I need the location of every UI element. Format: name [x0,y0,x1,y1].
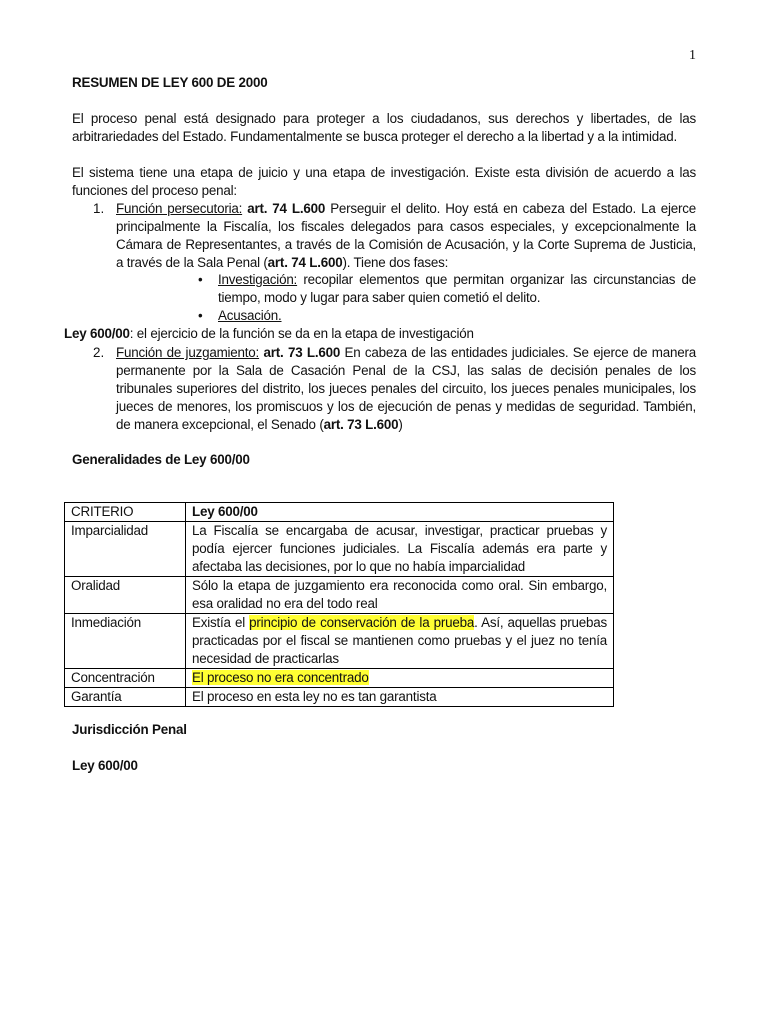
list-item-funcion-persecutoria [116,200,696,272]
table-cell-value [186,669,614,688]
table-row [65,522,614,577]
phase-text: recopilar elementos que permitan organizar las circunstancias de tiempo, modo y lugar para saber quien cometió el delito. [218,272,696,305]
phase-label: Acusación. [218,308,282,323]
table-cell-value [186,688,614,707]
item-text-end: ) [398,417,403,432]
cell-text: . Así, aquellas pruebas practicadas por el fiscal se mantienen como pruebas y el juez no tenía necesidad de practicarlas [192,615,607,666]
table-row [65,688,614,707]
paragraph-intro: El proceso penal está designado para proteger a los ciudadanos, sus derechos y libertades, de las arbitrariedades del Estado. Fundamentalmente se busca proteger el derecho a la libertad y a la intimidad. [72,111,696,144]
list-item-funcion-juzgamiento [116,344,696,434]
table-cell-criterio: Oralidad [65,577,186,614]
item-text: En cabeza de las entidades judiciales. Se ejerce de manera permanente por la Sala de Casación Penal de la CSJ, las salas de decisión penales de los tribunales superiores del distrito, los jueces penales del circuito, los jueces penales municipales, los jueces de menores, los promiscuos y los de ejecución de penas y medidas de seguridad. También, de manera excepcional, el Senado ( [116,345,696,432]
heading-ley: Ley 600/00 [72,758,138,773]
table-cell-criterio: Inmediación [65,614,186,669]
article-ref: art. 73 L.600 [323,417,399,432]
item-label: Función de juzgamiento: [116,345,260,360]
phase-acusacion [218,307,696,325]
phase-investigacion [218,271,696,307]
table-row [65,614,614,669]
paragraph-system: El sistema tiene una etapa de juicio y una etapa de investigación. Existe esta división de acuerdo a las funciones del proceso penal: [72,165,696,198]
table-header-ley: Ley 600/00 [186,503,614,522]
heading-jurisdiccion: Jurisdicción Penal [72,722,187,737]
list-number-2: 2. [93,345,105,360]
article-ref: art. 73 L.600 [263,345,341,360]
highlighted-text: principio de conservación de la prueba [249,615,475,630]
page-number: 1 [689,48,696,63]
table-header-criterio: CRITERIO [65,503,186,522]
table-header-row [65,503,614,522]
ley-note-text: : el ejercicio de la función se da en la etapa de investigación [129,326,474,341]
cell-text: Existía el [192,615,250,630]
comparison-table [64,502,614,707]
table-cell-value [186,577,614,614]
table-row [65,577,614,614]
cell-text: El proceso en esta ley no es tan garantista [192,689,437,704]
table-row [65,669,614,688]
list-number-1: 1. [93,201,105,216]
bullet-icon: • [198,308,203,323]
ley-note [64,325,688,343]
bullet-icon: • [198,272,203,287]
phase-label: Investigación: [218,272,298,287]
item-label: Función persecutoria: [116,201,243,216]
table-cell-criterio: Concentración [65,669,186,688]
cell-text: Sólo la etapa de juzgamiento era reconocida como oral. Sin embargo, esa oralidad no era del todo real [192,578,607,611]
article-ref: art. 74 L.600 [247,201,326,216]
cell-text: La Fiscalía se encargaba de acusar, investigar, practicar pruebas y podía ejercer funciones judiciales. La Fiscalía además era parte y afectaba las decisiones, por lo que no había imparcialidad [192,523,607,574]
item-text: Perseguir el delito. Hoy está en cabeza del Estado. La ejerce principalmente la Fiscalía, los fiscales delegados para casos especiales, y excepcionalmente la Cámara de Representantes, a través de la Comisión de Acusación, y la Corte Suprema de Justicia, a través de la Sala Penal ( [116,201,696,270]
document-title: RESUMEN DE LEY 600 DE 2000 [72,75,268,90]
ley-note-label: Ley 600/00 [64,326,130,341]
table-cell-criterio: Imparcialidad [65,522,186,577]
table-cell-value [186,522,614,577]
article-ref: art. 74 L.600 [267,255,343,270]
table-cell-value [186,614,614,669]
table-cell-criterio: Garantía [65,688,186,707]
highlighted-text: El proceso no era concentrado [192,670,369,685]
item-text-end: ). Tiene dos fases: [342,255,449,270]
heading-generalidades: Generalidades de Ley 600/00 [72,452,250,467]
